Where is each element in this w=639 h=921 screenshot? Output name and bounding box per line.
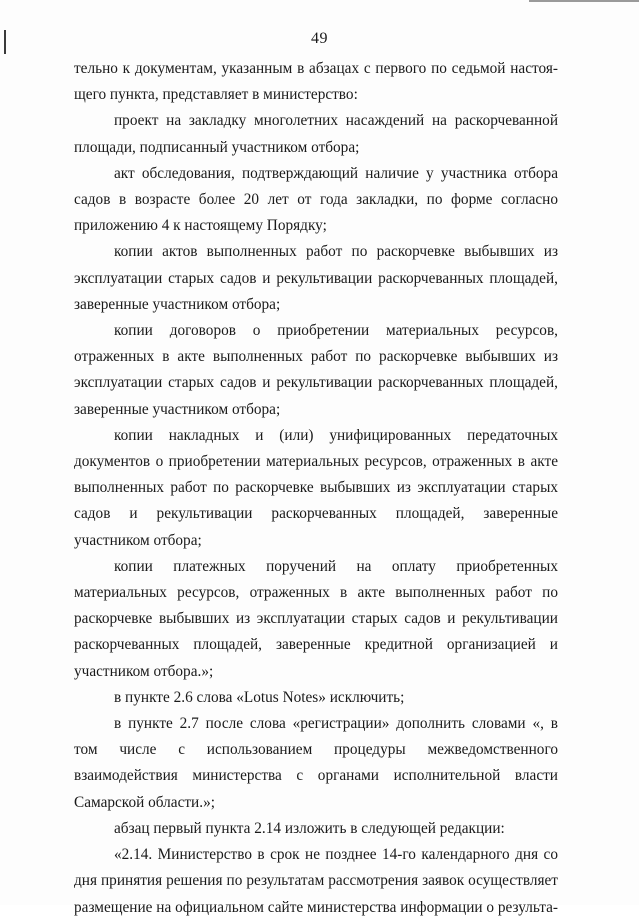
page-number: 49	[311, 30, 328, 47]
paragraph-10: абзац первый пункта 2.14 изложить в следующей редакции:	[114, 819, 505, 837]
paragraph-6: копии накладных и (или) унифицированных передаточных документов о приобретении материальных ресурсов, отраженных в акте выполненных работ по раскорчевке выбывших из эксплуатации старых садов и рекультивации раскорчеванных площадей, заверенные участником отбора;	[74, 426, 558, 549]
paragraph-9: в пункте 2.7 после слова «регистрации» дополнить словами «, в том числе с использованием процедуры межведомственного взаимодействия министерства с органами исполнительной власти Самарской области.»;	[74, 715, 558, 811]
paragraph-8: в пункте 2.6 слова «Lotus Notes» исключить;	[114, 688, 405, 706]
paragraph-5: копии договоров о приобретении материальных ресурсов, отраженных в акте выполненных работ по раскорчевке выбывших из эксплуатации старых садов и рекультивации раскорчеванных площадей, заверенные участником отбора;	[74, 322, 558, 418]
paragraph-3: акт обследования, подтверждающий наличие у участника отбора садов в возрасте более 20 лет от года закладки, по форме согласно приложению 4 к настоящему Порядку;	[74, 164, 558, 235]
paragraph-11: «2.14. Министерство в срок не позднее 14-го календарного дня со дня принятия решения по результатам рассмотрения заявок осуществляет размещение на официальном сайте министерства информации о результа-	[74, 846, 558, 916]
paragraph-4: копии актов выполненных работ по раскорчевке выбывших из эксплуатации старых садов и рекультивации раскорчеванных площадей, заверенные участником отбора;	[74, 243, 558, 313]
paragraph-1: тельно к документам, указанным в абзацах с первого по седьмой настоя-щего пункта, представляет в министерство:	[74, 60, 558, 104]
paragraph-2: проект на закладку многолетних насаждений на раскорчеванной площади, подписанный участником отбора;	[74, 112, 558, 156]
document-body	[74, 56, 558, 921]
paragraph-7: копии платежных поручений на оплату приобретенных материальных ресурсов, отраженных в акте выполненных работ по раскорчевке выбывших из эксплуатации старых садов и рекультивации раскорчеванных площадей, заверенные кредитной организацией и участником отбора.»;	[74, 557, 558, 680]
scan-edge-rule	[529, 0, 639, 2]
